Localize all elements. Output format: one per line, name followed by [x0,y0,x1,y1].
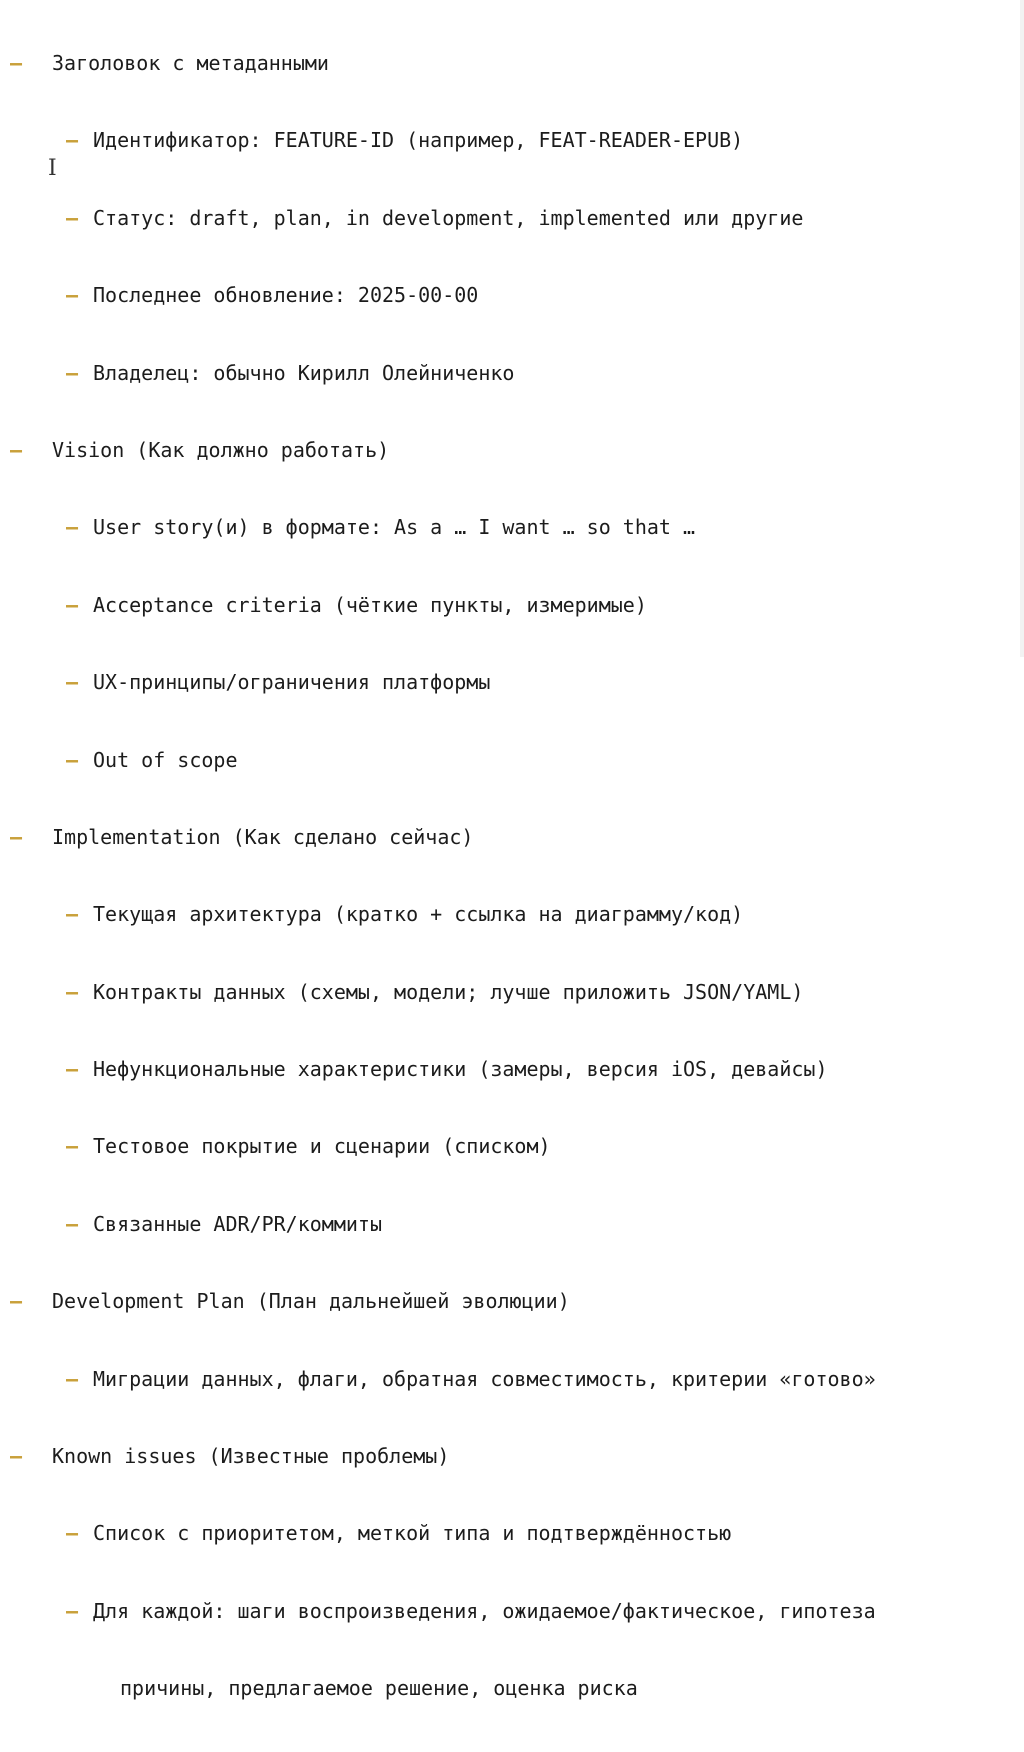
bullet-dash: – [10,824,23,849]
outline-subitem[interactable] [0,1210,1024,1239]
outline-subitem-text: User story(и) в формате: As a … I want … so that … [93,515,696,540]
outline-item[interactable] [0,436,1024,465]
outline-subitem-text: Идентификатор: FEATURE-ID (например, FEAT-READER-EPUB) [93,128,744,153]
outline-continuation[interactable] [0,1674,1024,1703]
outline-subitem-text: Для каждой: шаги воспроизведения, ожидаемое/фактическое, гипотеза [93,1598,876,1623]
outline-item-text: Vision (Как должно работать) [52,437,390,462]
bullet-dash: – [66,515,79,540]
bullet-dash: – [66,1211,79,1236]
outline-subitem-text: Миграции данных, флаги, обратная совместимость, критерии «готово» [93,1366,876,1391]
outline-subitem[interactable] [0,126,1024,155]
outline-item[interactable] [0,823,1024,852]
outline-subitem[interactable] [0,1132,1024,1161]
outline-item[interactable] [0,1287,1024,1316]
outline-subitem-text: Нефункциональные характеристики (замеры, версия iOS, девайсы) [93,1057,828,1082]
bullet-dash: – [66,283,79,308]
outline-subitem[interactable] [0,978,1024,1007]
bullet-dash: – [10,1289,23,1314]
outline-subitem[interactable] [0,204,1024,233]
bullet-dash: – [66,1134,79,1159]
outline-subitem[interactable] [0,513,1024,542]
outline-item-text: Заголовок с метаданными [52,51,329,75]
outline-subitem-text: Статус: draft, plan, in development, implemented или другие [93,205,804,230]
outline-item-text: Development Plan (План дальнейшей эволюции) [52,1289,570,1314]
outline-subitem-text: UX-принципы/ограничения платформы [93,670,491,695]
outline-item-text: Known issues (Известные проблемы) [52,1444,450,1469]
outline-subitem[interactable] [0,1519,1024,1548]
outline-subitem-text: Контракты данных (схемы, модели; лучше приложить JSON/YAML) [93,979,804,1004]
bullet-dash: – [66,979,79,1004]
outline-item[interactable] [0,49,1024,78]
outline-continuation-text: причины, предлагаемое решение, оценка риска [120,1676,638,1701]
outline-item-text: Implementation (Как сделано сейчас) [52,824,474,849]
outline-subitem[interactable] [0,746,1024,775]
outline-subitem[interactable] [0,1365,1024,1394]
outline-subitem[interactable] [0,1055,1024,1084]
bullet-dash: – [10,437,23,462]
outline-subitem-text: Acceptance criteria (чёткие пункты, измеримые) [93,592,647,617]
outline-subitem[interactable] [0,281,1024,310]
bullet-dash: – [66,360,79,385]
outline-document[interactable] [0,1,1024,1752]
outline-subitem-text: Out of scope [93,747,238,772]
bullet-dash: – [66,1366,79,1391]
outline-subitem[interactable] [0,591,1024,620]
bullet-dash: – [10,1444,23,1469]
outline-subitem-text: Текущая архитектура (кратко + ссылка на диаграмму/код) [93,902,744,927]
text-cursor-icon: I [48,156,57,181]
outline-subitem-text: Связанные ADR/PR/коммиты [93,1211,382,1236]
bullet-dash: – [66,128,79,153]
bullet-dash: – [66,592,79,617]
bullet-dash: – [66,747,79,772]
outline-subitem-text: Тестовое покрытие и сценарии (списком) [93,1134,551,1159]
outline-subitem[interactable] [0,359,1024,388]
bullet-dash: – [66,1057,79,1082]
bullet-dash: – [66,1521,79,1546]
bullet-dash: – [10,51,23,75]
outline-subitem-text: Последнее обновление: 2025-00-00 [93,283,479,308]
outline-subitem-text: Список с приоритетом, меткой типа и подтверждённостью [93,1521,732,1546]
bullet-dash: – [66,205,79,230]
bullet-dash: – [66,670,79,695]
outline-item[interactable] [0,1442,1024,1471]
bullet-dash: – [66,902,79,927]
outline-subitem[interactable] [0,1597,1024,1626]
outline-subitem-text: Владелец: обычно Кирилл Олейниченко [93,360,515,385]
window-edge [1020,0,1024,657]
outline-subitem[interactable] [0,900,1024,929]
bullet-dash: – [66,1598,79,1623]
outline-subitem[interactable] [0,668,1024,697]
